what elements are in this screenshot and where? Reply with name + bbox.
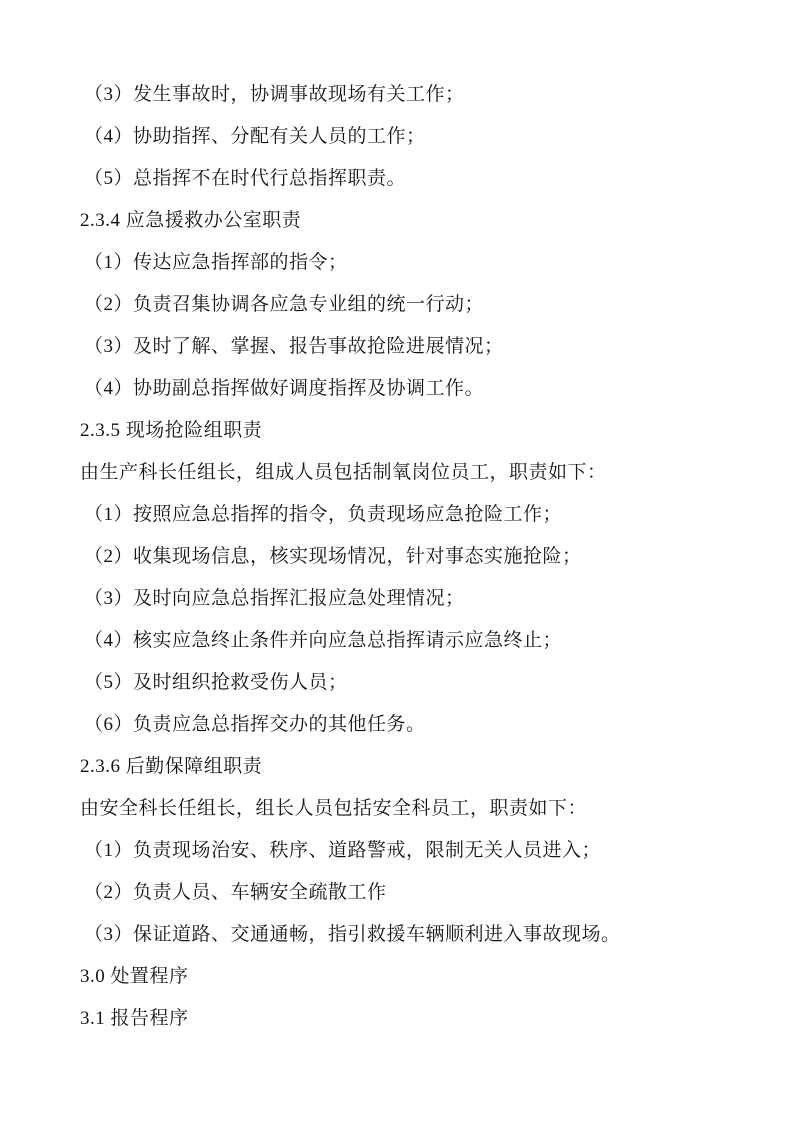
section-heading: 3.1 报告程序 — [80, 1008, 189, 1029]
numbered-item: （4）协助副总指挥做好调度指挥及协调工作。 — [84, 378, 485, 399]
numbered-item: （2）负责人员、车辆安全疏散工作 — [84, 882, 387, 903]
numbered-item: （2）收集现场信息，核实现场情况，针对事态实施抢险； — [84, 546, 582, 567]
numbered-item: （3）及时了解、掌握、报告事故抢险进展情况； — [84, 336, 504, 357]
body-paragraph: 由安全科长任组长，组长人员包括安全科员工，职责如下： — [80, 798, 588, 819]
numbered-item: （3）发生事故时，协调事故现场有关工作； — [84, 84, 465, 105]
numbered-item: （5）及时组织抢救受伤人员； — [84, 672, 348, 693]
numbered-item: （3）保证道路、交通通畅，指引救援车辆顺利进入事故现场。 — [84, 924, 621, 945]
section-heading: 2.3.4 应急援救办公室职责 — [80, 210, 302, 231]
numbered-item: （4）核实应急终止条件并向应急总指挥请示应急终止； — [84, 630, 563, 651]
document-body — [80, 85, 753, 1051]
numbered-item: （5）总指挥不在时代行总指挥职责。 — [84, 168, 407, 189]
numbered-item: （1）传达应急指挥部的指令； — [84, 252, 348, 273]
numbered-item: （2）负责召集协调各应急专业组的统一行动； — [84, 294, 485, 315]
section-heading: 3.0 处置程序 — [80, 966, 189, 987]
section-heading: 2.3.5 现场抢险组职责 — [80, 420, 263, 441]
numbered-item: （6）负责应急总指挥交办的其他任务。 — [84, 714, 426, 735]
numbered-item: （3）及时向应急总指挥汇报应急处理情况； — [84, 588, 465, 609]
numbered-item: （1）负责现场治安、秩序、道路警戒，限制无关人员进入； — [84, 840, 602, 861]
numbered-item: （1）按照应急总指挥的指令，负责现场应急抢险工作； — [84, 504, 563, 525]
body-paragraph: 由生产科长任组长，组成人员包括制氧岗位员工，职责如下： — [80, 462, 607, 483]
section-heading: 2.3.6 后勤保障组职责 — [80, 756, 263, 777]
numbered-item: （4）协助指挥、分配有关人员的工作； — [84, 126, 426, 147]
